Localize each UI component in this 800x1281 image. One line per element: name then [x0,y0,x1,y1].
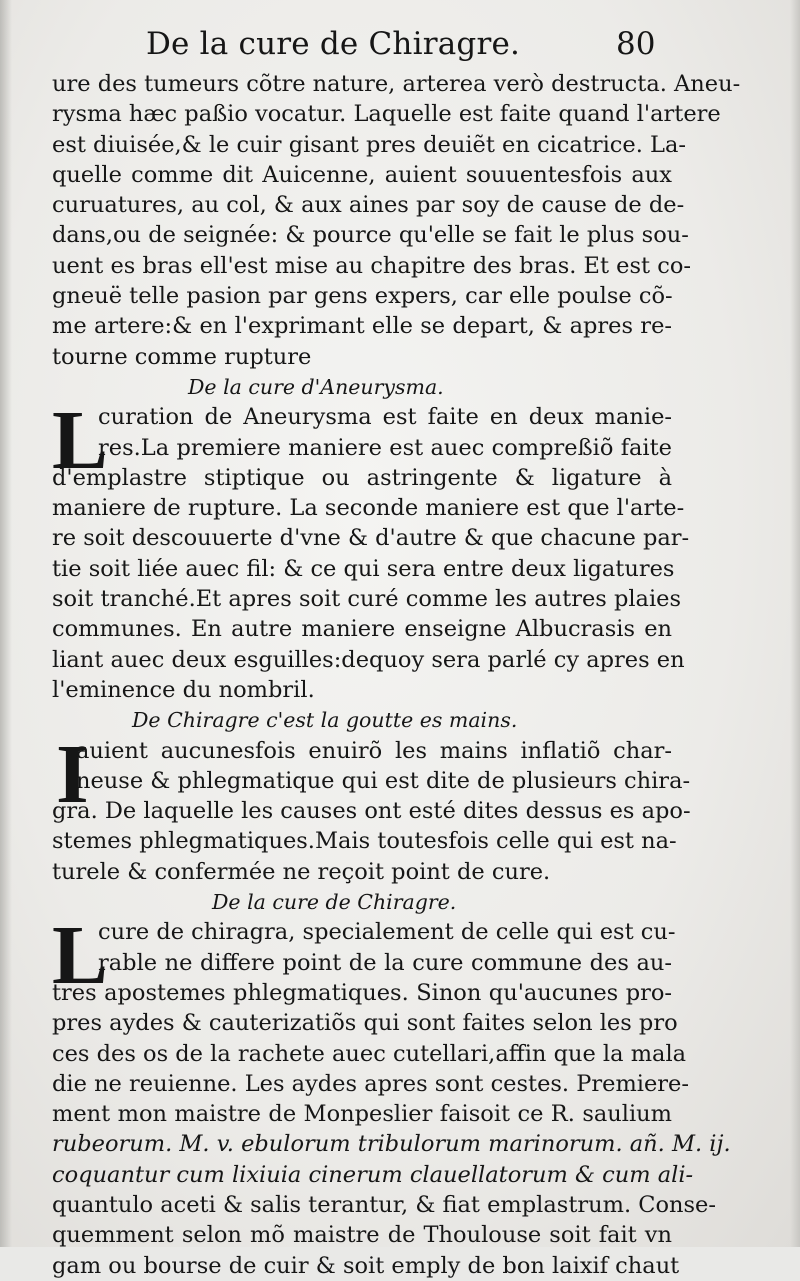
text-line: uent es bras ell'est mise au chapitre des bras. Et est co- [52,252,691,279]
text-line: curation de Aneurysma est faite en deux manie- [98,404,672,431]
text-line: re soit descouuerte d'vne & d'autre & que chacune par- [52,525,690,552]
text-line: ure des tumeurs cõtre nature, arterea verò destructa. Aneu- [52,71,741,97]
text-line: quemment selon mõ maistre de Thoulouse soit fait vn [52,1222,672,1249]
section-heading: De Chiragre c'est la goutte es mains. [132,708,518,733]
text-line: tie soit liée auec fil: & ce qui sera entre deux ligatures [52,555,675,582]
page-edge-right [790,0,800,1247]
text-line: l'eminence du nombril. [52,676,315,703]
drop-cap: L [52,394,109,488]
text-line: tourne comme rupture [52,343,312,370]
text-line: quelle comme dit Auicenne, auient souuentesfois aux [52,161,672,188]
text-line: turele & confermée ne reçoit point de cure. [52,858,551,885]
text-line: gam ou bourse de cuir & soit emply de bon laixif chaut [52,1252,680,1279]
page-number: 80 [616,26,656,62]
paragraph-chiragre [52,727,691,887]
text-line: neuse & phlegmatique qui est dite de plusieurs chira- [76,767,691,794]
text-line: curuatures, au col, & aux aines par soy de cause de de- [52,192,685,219]
text-line: auient aucunesfois enuirõ les mains inflatiõ char- [76,737,672,764]
section-heading: De la cure d'Aneurysma. [188,374,444,399]
text-line: ces des os de la rachete auec cutellari,affin que la mala [52,1040,687,1067]
text-line: d'emplastre stiptique ou astringente & ligature à [52,464,672,491]
page-header [0,20,800,70]
paragraph-cure-chiragre [52,909,731,1281]
text-line: rubeorum. M. v. ebulorum tribulorum marinorum. añ. M. ij. [52,1131,731,1158]
text-line: rysma hæc paßio vocatur. Laquelle est faite quand l'artere [52,101,721,128]
text-line: est diuisée,& le cuir gisant pres deuiẽt en cicatrice. La- [52,131,686,158]
drop-cap: I [56,727,89,821]
body-text [52,69,741,1281]
text-line: me artere:& en l'exprimant elle se depart, & apres re- [52,313,672,340]
running-title: De la cure de Chiragre. [146,26,521,62]
text-line: liant auec deux esguilles:dequoy sera parlé cy apres en [52,646,685,673]
text-line: stemes phlegmatiques.Mais toutesfois celle qui est na- [52,828,677,855]
text-line: cure de chiragra, specialement de celle qui est cu- [98,919,676,946]
text-line: dans,ou de seignée: & pource qu'elle se fait le plus sou- [52,222,689,249]
text-line: tres apostemes phlegmatiques. Sinon qu'aucunes pro- [52,979,672,1006]
text-line: die ne reuienne. Les aydes apres sont cestes. Premiere- [52,1070,689,1097]
text-line: soit tranché.Et apres soit curé comme les autres plaies [52,586,682,613]
page-edge-left [0,0,12,1247]
text-line: communes. En autre maniere enseigne Albucrasis en [52,616,672,643]
paragraph-aneurysma [52,394,690,705]
text-line: gneuë telle pasion par gens expers, car elle poulse cõ- [52,283,673,310]
text-line: maniere de rupture. La seconde maniere est que l'arte- [52,495,685,522]
text-line: pres aydes & cauterizatiõs qui sont faites selon les pro [52,1010,678,1037]
section-heading: De la cure de Chiragre. [212,890,457,915]
text-line: rable ne differe point de la cure commune des au- [98,949,672,976]
text-line: quantulo aceti & salis terantur, & fiat emplastrum. Conse- [52,1191,716,1218]
text-line: coquantur cum lixiuia cinerum clauellatorum & cum ali- [52,1161,694,1188]
text-line: ment mon maistre de Monpeslier faisoit ce R. saulium [52,1101,672,1128]
text-line: gra. De laquelle les causes ont esté dites dessus es apo- [52,798,691,825]
text-line: res.La premiere maniere est auec compreßiõ faite [98,434,672,461]
drop-cap: L [52,909,109,1003]
